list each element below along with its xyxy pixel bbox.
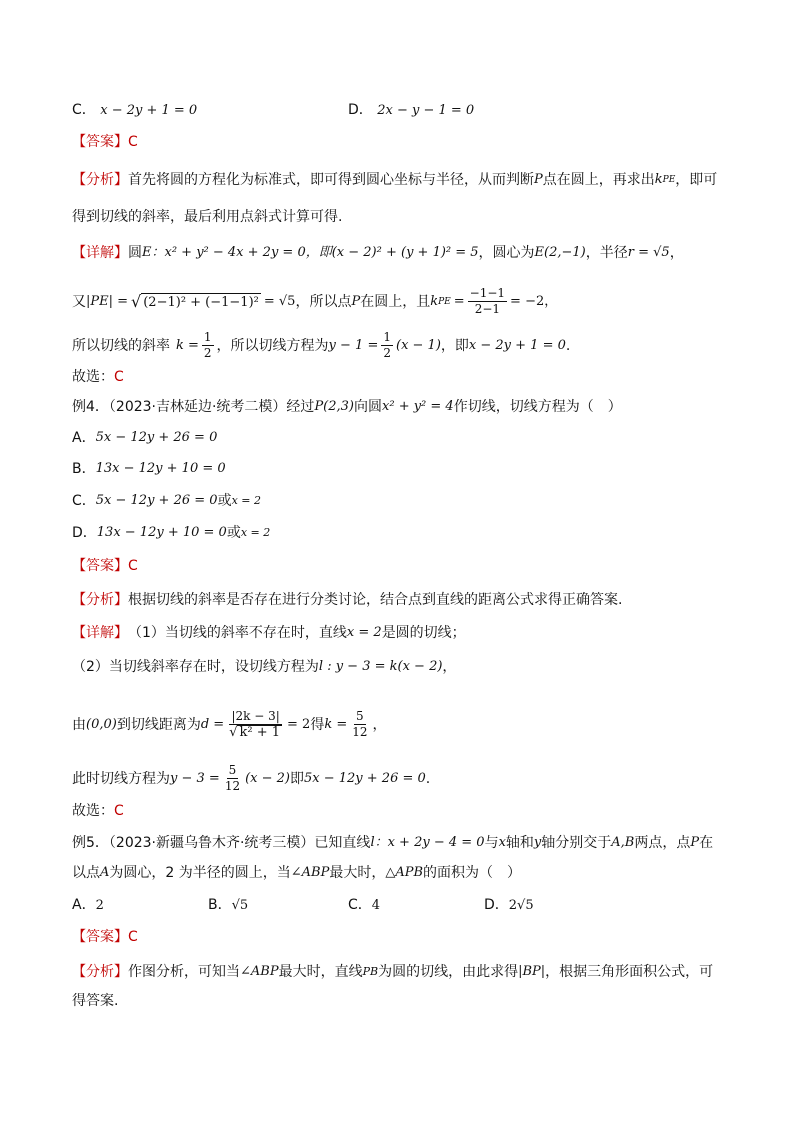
q3-detail-line-2: 又 |PE| = √ (2−1)² + (−1−1)² = √5 ，所以点 P 在圆上，且 k PE = $\frac{-1-1}{2-1}$ = −2，: [72, 286, 558, 316]
ex4-option-b: B． 13x − 12y + 10 = 0: [72, 461, 226, 477]
sqrt-symbol: √ (2−1)² + (−1−1)²: [131, 291, 259, 311]
ex5-option-a: A．2: [72, 897, 104, 913]
ex4-option-d: D． 13x − 12y + 10 = 0 或 x = 2: [72, 525, 271, 541]
q3-detail-line-3: 所以切线的斜率 k = $\frac{1}{2}$ ，所以切线方程为 y − 1 = $\frac{1}{2}$ (x − 1) ，即 x − 2y + 1 = 0 .: [72, 330, 571, 360]
ex5-stem-line-2: 以点 A 为圆心，2 为半径的圆上，当 ∠ABP 最大时， △APB 的面积为（ ）: [72, 865, 522, 881]
ex4-detail-line-1: 【详解】 （1）当切线的斜率不存在时，直线 x = 2 是圆的切线；: [72, 625, 466, 641]
ex4-detail-line-3: 由 (0,0) 到切线距离为 d = |2k − 3| √ k² + 1 = 2 得 k = $\frac{5}{12}$ ，: [72, 709, 387, 740]
ex4-detail-line-4: 此时切线方程为 y − 3 = $\frac{5}{12}$ (x − 2) 即 5x − 12y + 26 = 0 .: [72, 763, 431, 793]
ex4-option-a: A． 5x − 12y + 26 = 0: [72, 430, 218, 446]
sqrt-symbol: √ k² + 1: [229, 725, 281, 740]
ex5-analysis-line-2: 得答案.: [72, 993, 119, 1009]
ex5-option-b: B．√5: [208, 897, 249, 913]
ex4-detail-line-2: （2）当切线斜率存在时，设切线方程为 l : y − 3 = k(x − 2) ，: [72, 659, 457, 675]
fraction: |2k − 3| √ k² + 1: [229, 709, 281, 740]
q3-option-c: C． x − 2y + 1 = 0: [72, 102, 198, 118]
fraction: $\frac{5}{12}$: [352, 709, 368, 739]
ex4-answer: 【答案】 C: [72, 558, 138, 574]
ex5-options: [72, 895, 724, 916]
q3-options-cd: [72, 100, 724, 121]
ex5-option-d: D．2√5: [484, 897, 534, 913]
ex4-choose: 故选： C: [72, 803, 124, 819]
fraction: $\frac{1}{2}$: [383, 330, 391, 360]
fraction: $\frac{5}{12}$: [224, 763, 241, 793]
q3-option-d: D． 2x − y − 1 = 0: [348, 102, 475, 118]
fraction: $\frac{-1-1}{2-1}$: [469, 286, 506, 316]
q3-choose: 故选： C: [72, 369, 124, 385]
ex5-stem-line-1: 例5．（2023·新疆乌鲁木齐·统考三模）已知直线 l：x + 2y − 4 = 0 与 x 轴和 y 轴分别交于 A,B 两点，点 P 在: [72, 835, 714, 851]
ex4-analysis: 【分析】 根据切线的斜率是否存在进行分类讨论，结合点到直线的距离公式求得正确答案.: [72, 592, 623, 608]
q3-analysis-line-2: 得到切线的斜率，最后利用点斜式计算可得.: [72, 209, 343, 225]
ex4-stem: 例4．（2023·吉林延边·统考二模）经过 P(2,3) 向圆 x² + y² = 4 作切线，切线方程为（ ）: [72, 399, 622, 415]
q3-analysis-line-1: 【分析】 首先将圆的方程化为标准式，即可得到圆心坐标与半径，从而判断 P 点在圆上，再求出 k PE ，即可: [72, 172, 718, 188]
ex5-option-c: C．4: [348, 897, 381, 913]
ex4-option-c: C． 5x − 12y + 26 = 0 或 x = 2: [72, 493, 261, 509]
fraction: $\frac{1}{2}$: [203, 330, 212, 360]
ex5-answer: 【答案】 C: [72, 929, 138, 945]
ex5-analysis-line-1: 【分析】 作图分析，可知当 ∠ABP 最大时，直线 PB 为圆的切线，由此求得 |BP| ，根据三角形面积公式，可: [72, 964, 714, 980]
q3-answer: 【答案】 C: [72, 134, 138, 150]
q3-detail-line-1: 【详解】 圆 E ：x² + y² − 4x + 2y = 0，即 (x − 2)² + (y + 1)² = 5 ，圆心为 E(2,−1) ，半径 r = √5 ，: [72, 245, 684, 261]
